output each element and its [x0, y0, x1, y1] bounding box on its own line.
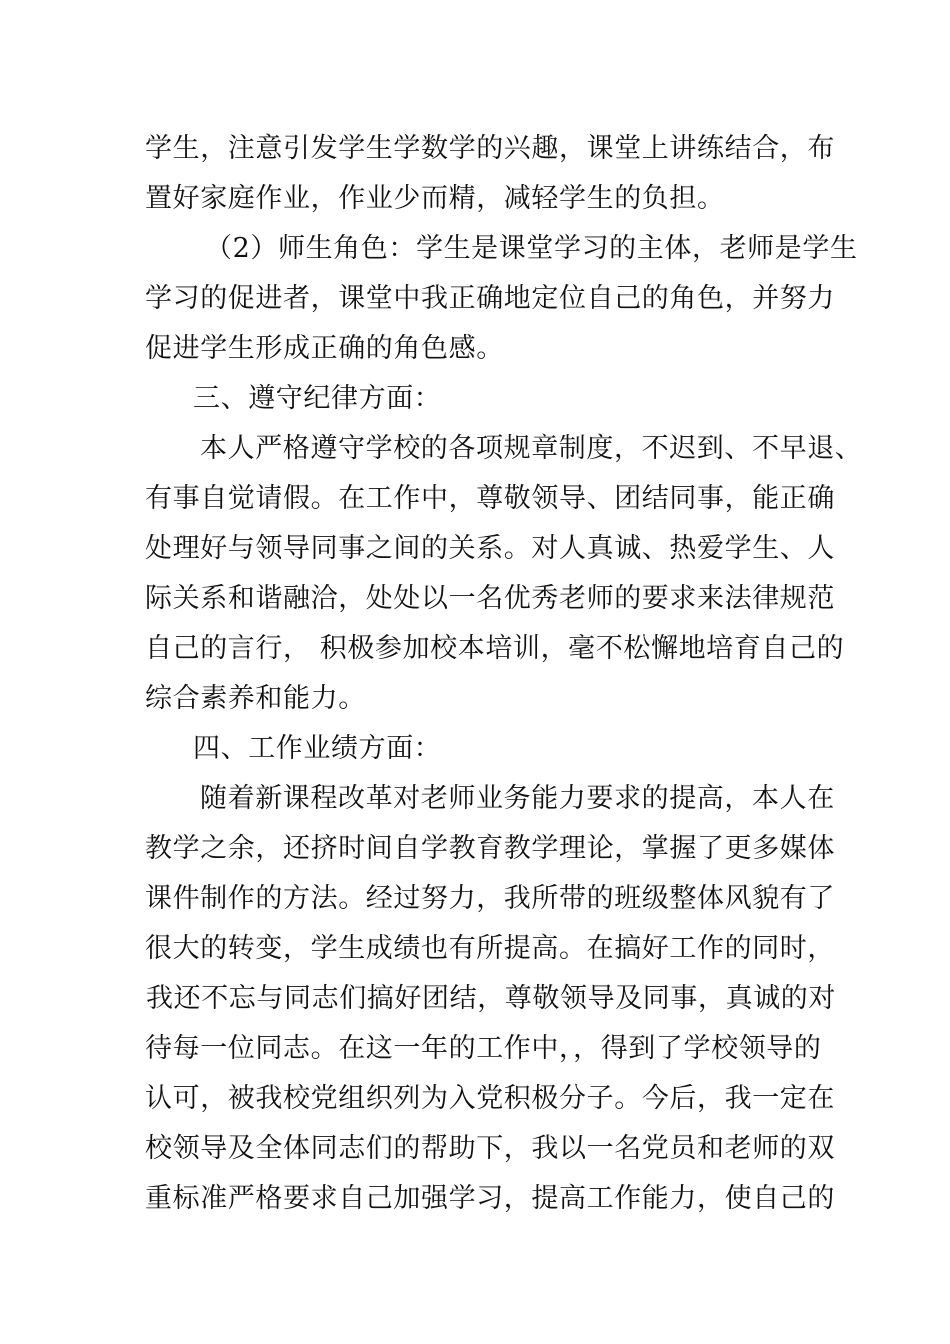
section-heading: 三、遵守纪律方面： [193, 383, 442, 414]
section-heading: 四、工作业绩方面： [193, 733, 442, 764]
text-line: 重标准严格要求自己加强学习，提高工作能力，使自己的 [145, 1183, 835, 1214]
text-line: 很大的转变，学生成绩也有所提高。在搞好工作的同时， [145, 933, 835, 964]
text-line: 认可，被我校党组织列为入党积极分子。今后，我一定在 [145, 1083, 835, 1114]
text-line: 我还不忘与同志们搞好团结，尊敬领导及同事，真诚的对 [146, 983, 836, 1014]
text-line: 学生，注意引发学生学数学的兴趣，课堂上讲练结合，布 [145, 133, 835, 164]
text-line: 置好家庭作业，作业少而精，减轻学生的负担。 [145, 183, 725, 214]
text-line: 际关系和谐融洽，处处以一名优秀老师的要求来法律规范 [145, 583, 835, 614]
text-line: 自己的言行， 积极参加校本培训，毫不松懈地培育自己的 [145, 633, 845, 664]
text-line: 校领导及全体同志们的帮助下，我以一名党员和老师的双 [145, 1133, 835, 1164]
text-line: 待每一位同志。在这一年的工作中，，得到了学校领导的 [145, 1033, 822, 1064]
text-line: 综合素养和能力。 [145, 683, 366, 714]
text-line: 处理好与领导同事之间的关系。对人真诚、热爱学生、人 [145, 533, 835, 564]
text-line: 促进学生形成正确的角色感。 [145, 333, 504, 364]
text-line: 本人严格遵守学校的各项规章制度，不迟到、不早退、 [200, 433, 863, 464]
text-line: 课件制作的方法。经过努力，我所带的班级整体风貌有了 [145, 883, 835, 914]
text-line: 有事自觉请假。在工作中，尊敬领导、团结同事，能正确 [145, 483, 835, 514]
text-line: 教学之余，还挤时间自学教育教学理论，掌握了更多媒体 [145, 833, 835, 864]
text-line: （2）师生角色：学生是课堂学习的主体，老师是学生 [205, 233, 858, 264]
text-line: 学习的促进者，课堂中我正确地定位自己的角色，并努力 [145, 283, 835, 314]
text-line: 随着新课程改革对老师业务能力要求的提高，本人在 [200, 783, 835, 814]
